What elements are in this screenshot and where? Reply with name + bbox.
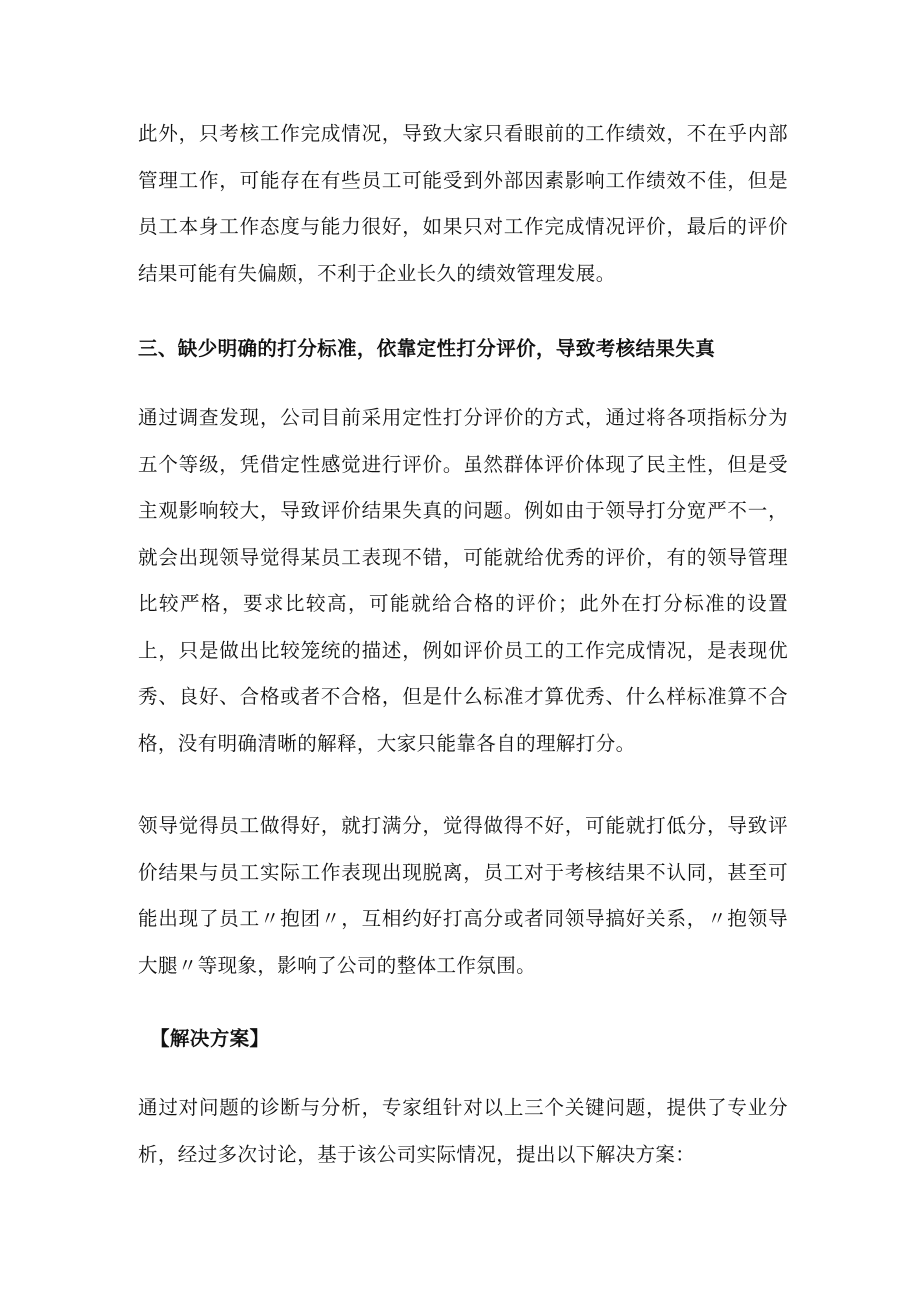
paragraph-solution-intro: 通过对问题的诊断与分析，专家组针对以上三个关键问题，提供了专业分析，经过多次讨论，基于该公司实际情况，提出以下解决方案： (138, 1096, 788, 1166)
paragraph-leader-scoring: 领导觉得员工做得好，就打满分，觉得做得不好，可能就打低分，导致评价结果与员工实际工作表现出现脱离，员工对于考核结果不认同，甚至可能出现了员工〃抱团〃，互相约好打高分或者同领导搞好关系，〃抱领导大腿〃等现象，影响了公司的整体工作氛围。 (138, 814, 788, 977)
section-heading-solution: 【解决方案】 (150, 1027, 270, 1050)
section-heading-scoring-standard: 三、缺少明确的打分标准，依靠定性打分评价，导致考核结果失真 (138, 337, 716, 360)
paragraph-survey-findings: 通过调查发现，公司目前采用定性打分评价的方式，通过将各项指标分为五个等级，凭借定性感觉进行评价。虽然群体评价体现了民主性，但是受主观影响较大，导致评价结果失真的问题。例如由于领导打分宽严不一，就会出现领导觉得某员工表现不错，可能就给优秀的评价，有的领导管理比较严格，要求比较高，可能就给合格的评价；此外在打分标准的设置上，只是做出比较笼统的描述，例如评价员工的工作完成情况，是表现优秀、良好、合格或者不合格，但是什么标准才算优秀、什么样标准算不合格，没有明确清晰的解释，大家只能靠各自的理解打分。 (138, 406, 788, 755)
paragraph-assessment-scope: 此外，只考核工作完成情况，导致大家只看眼前的工作绩效，不在乎内部管理工作，可能存在有些员工可能受到外部因素影响工作绩效不佳，但是员工本身工作态度与能力很好，如果只对工作完成情况评价，最后的评价结果可能有失偏颇，不利于企业长久的绩效管理发展。 (138, 122, 788, 285)
